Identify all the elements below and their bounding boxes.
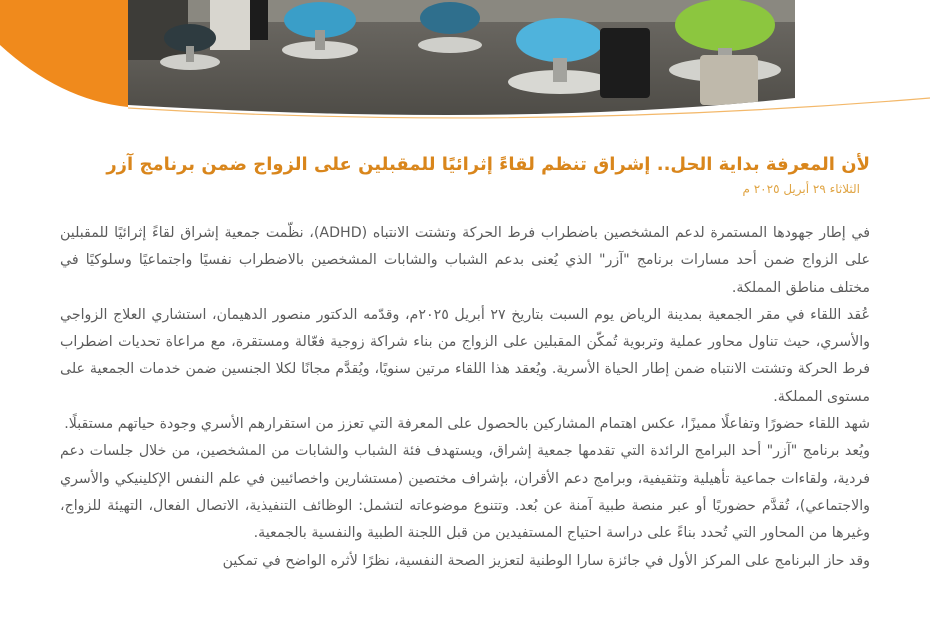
orange-accent-shape <box>0 0 128 107</box>
article-paragraph: شهد اللقاء حضورًا وتفاعلًا مميزًا، عكس اهتمام المشاركين بالحصول على المعرفة التي تعزز من استقرارهم الأسري وجودة حياتهم مستقبلًا. <box>64 416 870 433</box>
article-title: لأن المعرفة بداية الحل.. إشراق تنظم لقاءً إثرائيًا للمقبلين على الزواج ضمن برنامج آزر <box>106 154 870 175</box>
classroom-photo <box>128 0 795 130</box>
article <box>60 150 870 575</box>
article-paragraph: ويُعد برنامج "آزر" أحد البرامج الرائدة التي تقدمها جمعية إشراق، ويستهدف فئة الشباب والشابات من المشخصين، من خلال جلسات دعم فردية، ولقاءات جماعية تأهيلية وتثقيفية، وبرامج دعم الأقران، بإشراف مختصين (مستشارين واخصائيين في علم النفس الإكلينيكي والأسري والاجتماعي)، تُقدَّم حضوريًا أو عبر منصة طبية آمنة عن بُعد. وتتنوع موضوعاته لتشمل: الوظائف التنفيذية، الاتصال الفعال، التهيئة للزواج، وغيرها من المحاور التي تُحدد بناءً على دراسة احتياج المستفيدين من قبل اللجنة الطبية والنفسية بالجمعية. <box>60 443 870 542</box>
hero-graphic <box>0 0 930 130</box>
hero-banner <box>0 0 930 130</box>
article-paragraph: في إطار جهودها المستمرة لدعم المشخصين باضطراب فرط الحركة وتشتت الانتباه (ADHD)، نظّمت جمعية إشراق لقاءً إثرائيًا للمقبلين على الزواج ضمن أحد مسارات برنامج "آزر" الذي يُعنى بدعم الشباب والشابات المشخصين بالاضطراب نفسيًا واجتماعيًا وسلوكيًا في مختلف مناطق المملكة. <box>60 225 870 296</box>
article-date: الثلاثاء ٢٩ أبريل ٢٠٢٥ م <box>742 182 860 196</box>
article-paragraph: وقد حاز البرنامج على المركز الأول في جائزة سارا الوطنية لتعزيز الصحة النفسية، نظرًا لأثره الواضح في تمكين <box>222 552 870 569</box>
article-paragraph: عُقد اللقاء في مقر الجمعية بمدينة الرياض يوم السبت بتاريخ ٢٧ أبريل ٢٠٢٥م، وقدّمه الدكتور منصور الدهيمان، استشاري العلاج الزواجي والأسري، حيث تناول محاور عملية وتربوية تُمكّن المقبلين على الزواج من بناء شراكة زوجية فعّالة ومستقرة، مع مراعاة تحديات اضطراب فرط الحركة وتشتت الانتباه ضمن إطار الحياة الأسرية. ويُعقد هذا اللقاء مرتين سنويًا، ويُقدَّم مجانًا لكلا الجنسين ضمن خدمات الجمعية على مستوى المملكة. <box>60 306 870 405</box>
article-body <box>60 220 870 575</box>
